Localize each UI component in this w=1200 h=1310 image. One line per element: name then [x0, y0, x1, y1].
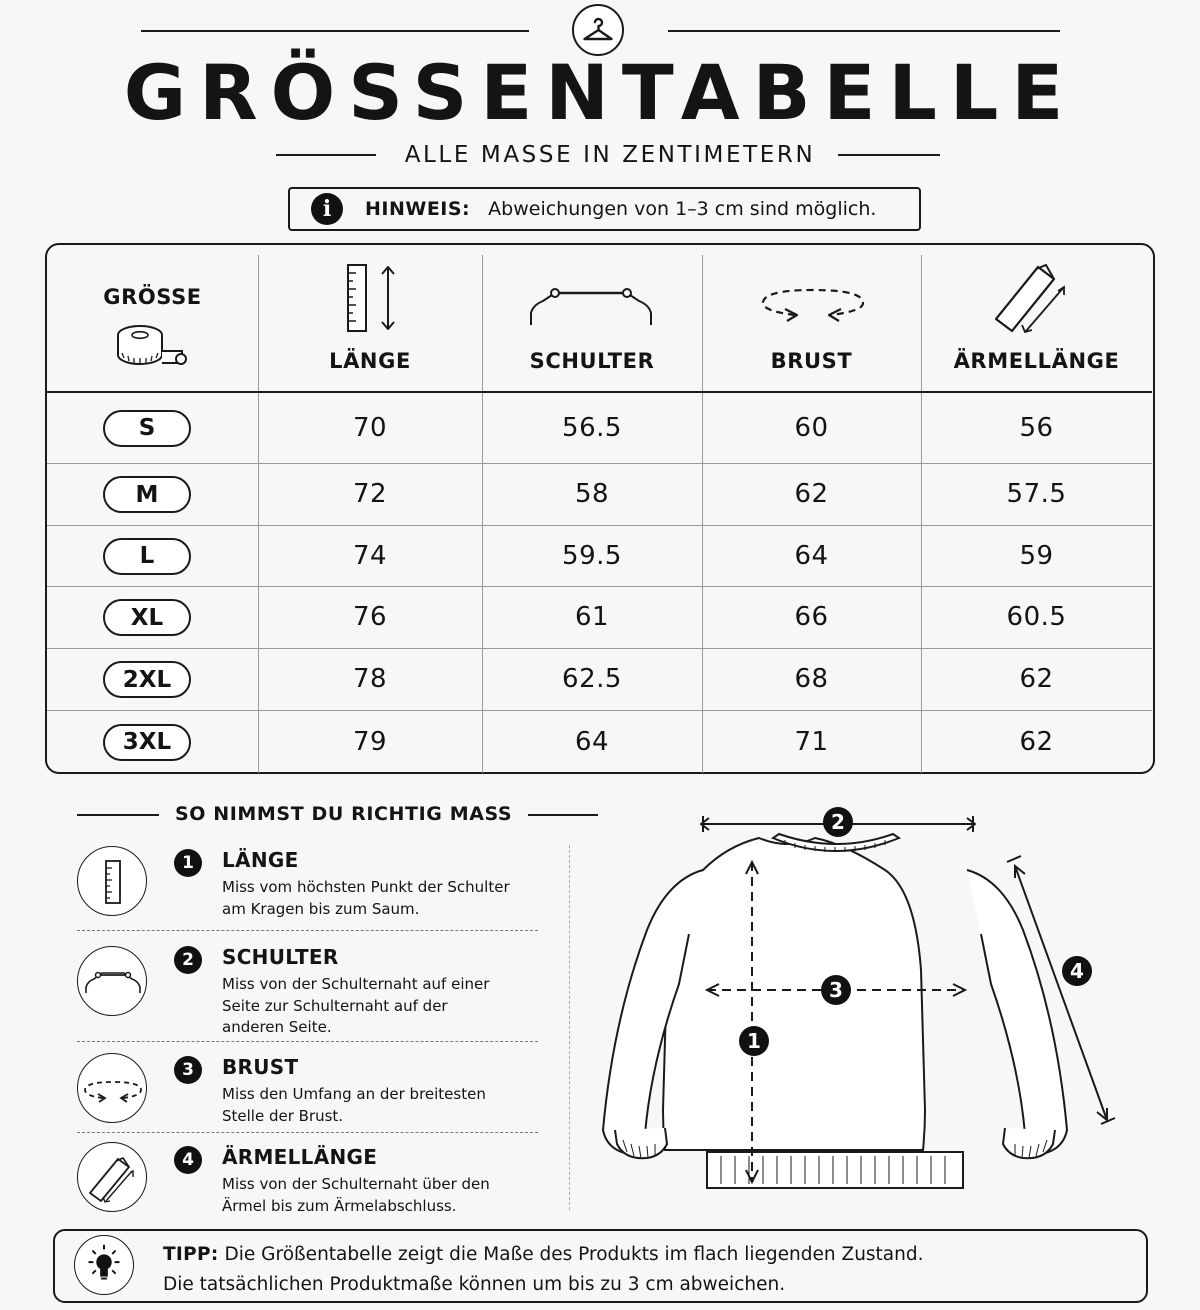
table-cell-brust: 66	[794, 602, 829, 632]
marker-2: 2	[831, 810, 845, 834]
table-cell-schulter: 56.5	[562, 413, 622, 443]
column-header-brust: BRUST	[770, 349, 853, 373]
hint-label: HINWEIS:	[365, 198, 471, 220]
lightbulb-icon	[74, 1235, 134, 1295]
table-cell-brust: 64	[794, 541, 829, 571]
guide-title: SO NIMMST DU RICHTIG MASS	[175, 803, 513, 825]
table-cell-laenge: 74	[352, 541, 388, 571]
table-cell-schulter: 61	[574, 602, 610, 632]
step-number: 2	[174, 946, 202, 974]
size-badge: XL	[103, 599, 191, 636]
header-rule-left	[141, 30, 529, 32]
info-icon: i	[311, 193, 343, 225]
tip-line-1: Die Größentabelle zeigt die Maße des Produkts im flach liegenden Zustand.	[224, 1244, 924, 1265]
table-cell-brust: 68	[794, 664, 829, 694]
step-description-line: anderen Seite.	[222, 1018, 332, 1036]
size-table	[45, 243, 1155, 774]
step-description-line: Miss von der Schulternaht über den	[222, 1175, 490, 1193]
sleeve-icon	[77, 1142, 147, 1212]
table-cell-brust: 60	[794, 413, 829, 443]
table-cell-laenge: 79	[352, 727, 388, 757]
step-description-line: Stelle der Brust.	[222, 1106, 344, 1125]
table-cell-aermel: 59	[1019, 541, 1054, 571]
step-title: ÄRMELLÄNGE	[222, 1145, 378, 1169]
column-header-aermellaenge: ÄRMELLÄNGE	[953, 349, 1120, 373]
header-rule-right	[668, 30, 1060, 32]
guide-rule-left	[77, 814, 159, 816]
guide-rule-right	[528, 814, 598, 816]
table-cell-aermel: 57.5	[1006, 479, 1067, 509]
hint-box	[288, 187, 921, 231]
step-description-line: Miss vom höchsten Punkt der Schulter	[222, 878, 510, 896]
page-subtitle: ALLE MASSE IN ZENTIMETERN	[404, 142, 816, 168]
table-cell-laenge: 70	[352, 413, 388, 443]
table-cell-schulter: 64	[574, 727, 610, 757]
step-description-line: Miss den Umfang an der breitesten	[222, 1085, 486, 1103]
marker-4: 4	[1070, 959, 1084, 983]
tape-measure-icon	[110, 323, 192, 373]
ruler-icon	[77, 846, 147, 916]
step-description	[222, 1084, 522, 1127]
table-cell-aermel: 62	[1019, 664, 1054, 694]
step-divider	[77, 1132, 538, 1133]
table-cell-brust: 62	[794, 479, 829, 509]
shoulder-icon	[77, 946, 147, 1016]
shoulder-icon	[527, 277, 657, 329]
size-badge: 2XL	[103, 661, 191, 698]
column-header-schulter: SCHULTER	[529, 349, 655, 373]
step-description	[222, 877, 522, 920]
table-cell-brust: 71	[794, 727, 829, 757]
tip-line-2: Die tatsächlichen Produktmaße können um bis zu 3 cm abweichen.	[163, 1274, 786, 1295]
step-description	[222, 1174, 522, 1217]
hint-text: Abweichungen von 1–3 cm sind möglich.	[488, 198, 877, 220]
step-number: 4	[174, 1146, 202, 1174]
column-header-laenge: LÄNGE	[329, 349, 411, 373]
length-ruler-icon	[344, 263, 404, 335]
table-cell-schulter: 62.5	[562, 664, 622, 694]
page-title: GRÖSSENTABELLE	[123, 48, 1077, 137]
table-cell-laenge: 76	[352, 602, 388, 632]
chest-circumference-icon	[759, 283, 867, 323]
tip-box	[53, 1229, 1148, 1303]
step-divider	[77, 930, 538, 931]
table-cell-laenge: 72	[352, 479, 388, 509]
step-number: 1	[174, 849, 202, 877]
size-badge: L	[103, 538, 191, 575]
table-cell-aermel: 60.5	[1006, 602, 1067, 632]
tip-label: TIPP:	[163, 1244, 219, 1265]
marker-3: 3	[829, 978, 843, 1002]
size-badge: M	[103, 476, 191, 513]
step-description-line: Miss von der Schulternaht auf einer	[222, 975, 490, 993]
section-separator	[569, 845, 570, 1210]
tip-text	[163, 1240, 924, 1300]
step-title: BRUST	[222, 1055, 299, 1079]
table-cell-aermel: 62	[1019, 727, 1054, 757]
step-number: 3	[174, 1056, 202, 1084]
sweater-measurement-diagram	[595, 800, 1155, 1200]
step-title: SCHULTER	[222, 945, 339, 969]
size-badge: S	[103, 410, 191, 447]
column-header-groesse: GRÖSSE	[103, 285, 202, 309]
step-description-line: Ärmel bis zum Ärmelabschluss.	[222, 1196, 457, 1215]
size-badge: 3XL	[103, 724, 191, 761]
chest-circumference-icon	[77, 1053, 147, 1123]
step-divider	[77, 1041, 538, 1042]
step-description	[222, 974, 522, 1039]
step-title: LÄNGE	[222, 848, 299, 872]
table-cell-schulter: 58	[574, 479, 610, 509]
step-description-line: am Kragen bis zum Saum.	[222, 899, 420, 918]
table-cell-laenge: 78	[352, 664, 388, 694]
marker-1: 1	[747, 1029, 761, 1053]
step-description-line: Seite zur Schulternaht auf der	[222, 996, 448, 1015]
sleeve-icon	[992, 261, 1072, 337]
table-cell-schulter: 59.5	[562, 541, 622, 571]
table-cell-aermel: 56	[1019, 413, 1054, 443]
